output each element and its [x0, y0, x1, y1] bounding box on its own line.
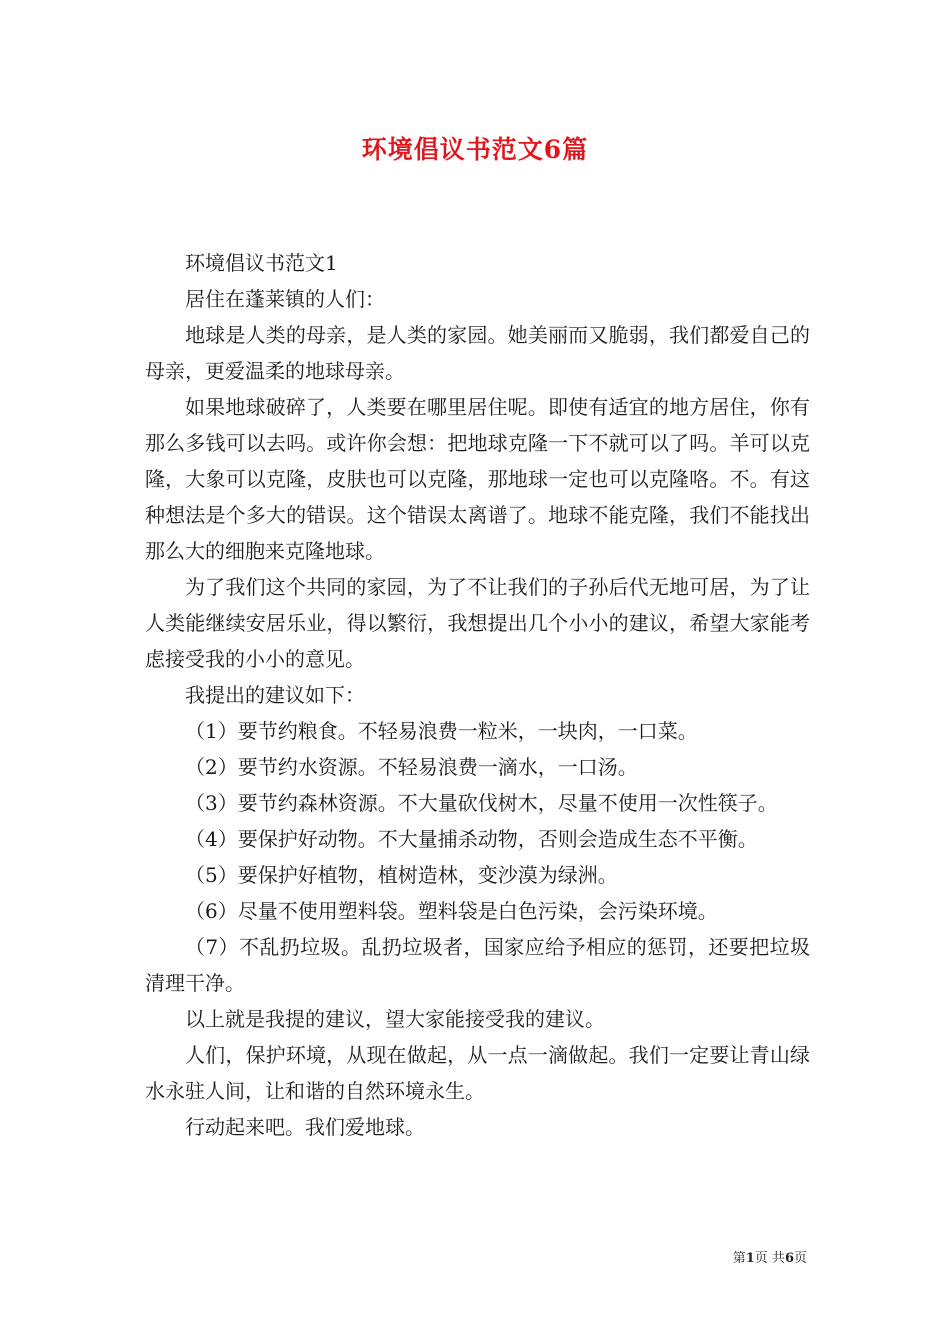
- closing-line: 行动起来吧。我们爱地球。: [185, 1115, 425, 1139]
- suggestion-item: （6）尽量不使用塑料袋。塑料袋是白色污染，会污染环境。: [185, 899, 718, 923]
- current-page-number: 1: [745, 1251, 755, 1266]
- body-paragraph: 为了我们这个共同的家园，为了不让我们的子孙后代无地可居，为了让人类能继续安居乐业，得以繁衍，我想提出几个小小的建议，希望大家能考虑接受我的小小的意见。: [145, 575, 810, 671]
- suggestion-item: （3）要节约森林资源。不大量砍伐树木，尽量不使用一次性筷子。: [185, 791, 778, 815]
- body-paragraph: 地球是人类的母亲，是人类的家园。她美丽而又脆弱，我们都爱自己的母亲，更爱温柔的地球母亲。: [145, 323, 810, 383]
- page-footer: [733, 1247, 807, 1266]
- suggestion-item: （1）要节约粮食。不轻易浪费一粒米，一块肉，一口菜。: [185, 719, 698, 743]
- suggestion-item: （4）要保护好动物。不大量捕杀动物，否则会造成生态不平衡。: [185, 827, 758, 851]
- body-paragraph: 我提出的建议如下：: [185, 683, 365, 707]
- footer-prefix: 第: [732, 1251, 746, 1266]
- body-paragraph: 人们，保护环境，从现在做起，从一点一滴做起。我们一定要让青山绿水永驻人间，让和谐的自然环境永生。: [145, 1043, 810, 1103]
- document-body: [145, 245, 810, 1145]
- salutation: 居住在蓬莱镇的人们：: [185, 287, 385, 311]
- body-paragraph: 如果地球破碎了，人类要在哪里居住呢。即使有适宜的地方居住，你有那么多钱可以去吗。或许你会想：把地球克隆一下不就可以了吗。羊可以克隆，大象可以克隆，皮肤也可以克隆，那地球一定也可以克隆咯。不。有这种想法是个多大的错误。这个错误太离谱了。地球不能克隆，我们不能找出那么大的细胞来克隆地球。: [145, 395, 810, 563]
- body-paragraph: 以上就是我提的建议，望大家能接受我的建议。: [185, 1007, 605, 1031]
- suggestion-item: （7）不乱扔垃圾。乱扔垃圾者，国家应给予相应的惩罚，还要把垃圾清理干净。: [145, 935, 810, 995]
- page-title: 环境倡议书范文6篇: [361, 135, 589, 164]
- suggestion-item: （2）要节约水资源。不轻易浪费一滴水，一口汤。: [185, 755, 638, 779]
- total-page-count: 6: [784, 1251, 794, 1266]
- section-heading: 环境倡议书范文1: [185, 251, 338, 275]
- footer-middle: 页 共: [754, 1251, 785, 1266]
- suggestion-item: （5）要保护好植物，植树造林，变沙漠为绿洲。: [185, 863, 618, 887]
- footer-suffix: 页: [793, 1251, 807, 1266]
